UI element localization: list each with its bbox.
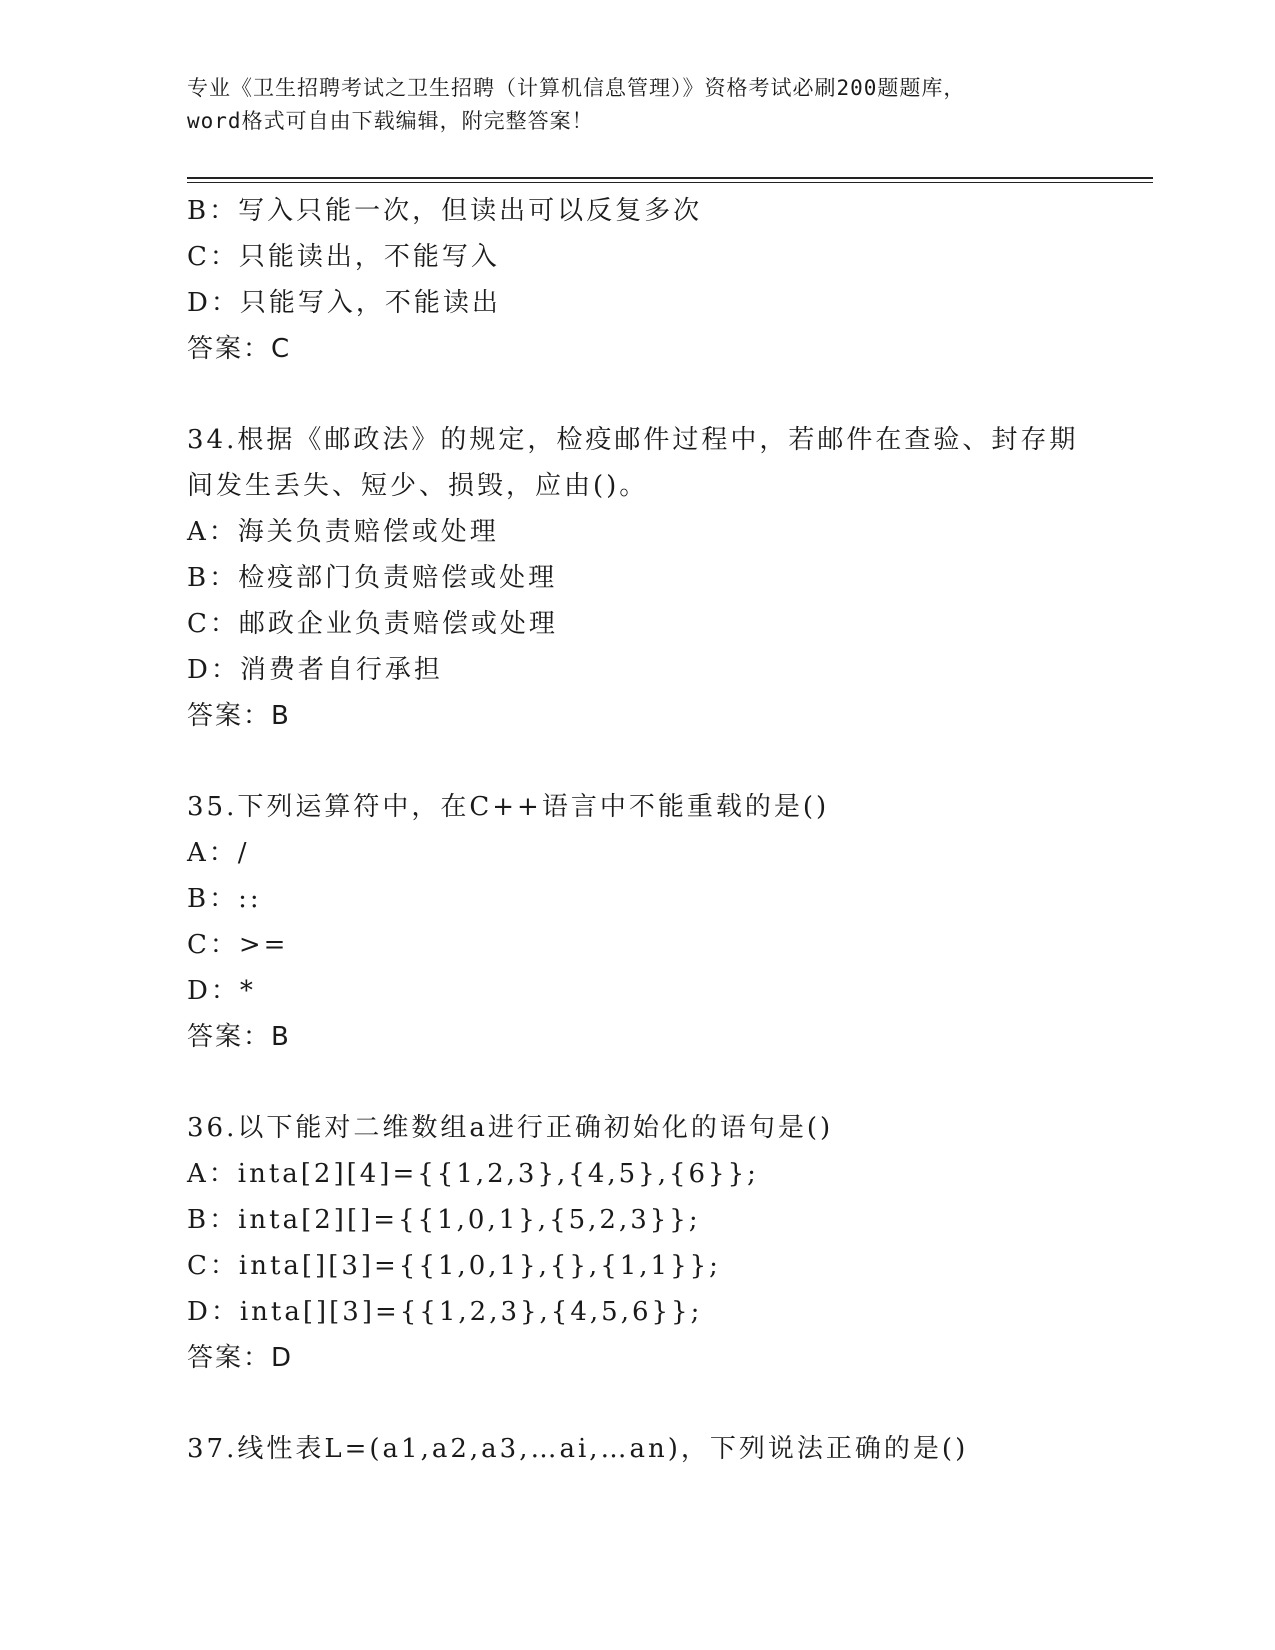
question-title: 37.线性表L=(a1,a2,a3,…ai,…an)，下列说法正确的是() <box>187 1434 969 1464</box>
option-a: A：inta[2][4]={{1,2,3},{4,5},{6}}; <box>187 1159 759 1189</box>
header-divider-thick <box>187 177 1153 179</box>
option-c: C：只能读出，不能写入 <box>187 242 500 272</box>
option-a: A：/ <box>187 838 250 868</box>
question-gap <box>187 1381 1087 1426</box>
question-36 <box>187 1105 1087 1381</box>
option-c: C：邮政企业负责赔偿或处理 <box>187 609 558 639</box>
question-34 <box>187 417 1087 739</box>
option-b: B：:: <box>187 884 262 914</box>
question-37 <box>187 1426 1087 1472</box>
question-gap <box>187 1060 1087 1105</box>
answer-line: 答案：B <box>187 701 291 731</box>
option-c: C：>= <box>187 930 289 960</box>
option-d: D：只能写入，不能读出 <box>187 288 501 318</box>
answer-line: 答案：B <box>187 1022 291 1052</box>
header-divider-thin <box>187 182 1153 183</box>
option-d: D：消费者自行承担 <box>187 655 443 685</box>
option-d: D：* <box>187 976 256 1006</box>
question-title-line-2: 间发生丢失、短少、损毁，应由()。 <box>187 471 649 501</box>
question-title-line-1: 34.根据《邮政法》的规定，检疫邮件过程中，若邮件在查验、封存期 <box>187 425 1079 455</box>
question-title: 35.下列运算符中，在C++语言中不能重载的是() <box>187 792 830 822</box>
option-d: D：inta[][3]={{1,2,3},{4,5,6}}; <box>187 1297 703 1327</box>
question-gap <box>187 739 1087 784</box>
answer-line: 答案：C <box>187 334 292 364</box>
question-title: 36.以下能对二维数组a进行正确初始化的语句是() <box>187 1113 834 1143</box>
option-b: B：检疫部门负责赔偿或处理 <box>187 563 558 593</box>
option-b: B：inta[2][]={{1,0,1},{5,2,3}}; <box>187 1205 701 1235</box>
option-c: C：inta[][3]={{1,0,1},{},{1,1}}; <box>187 1251 721 1281</box>
question-33 <box>187 188 1087 372</box>
answer-line: 答案：D <box>187 1343 294 1373</box>
document-header <box>187 72 1087 138</box>
question-list <box>187 188 1087 1472</box>
option-a: A：海关负责赔偿或处理 <box>187 517 499 547</box>
header-line-1: 专业《卫生招聘考试之卫生招聘（计算机信息管理）》资格考试必刷200题题库， <box>187 76 966 100</box>
option-b: B：写入只能一次，但读出可以反复多次 <box>187 196 703 226</box>
question-gap <box>187 372 1087 417</box>
header-line-2: word格式可自由下载编辑，附完整答案！ <box>187 109 594 133</box>
question-35 <box>187 784 1087 1060</box>
